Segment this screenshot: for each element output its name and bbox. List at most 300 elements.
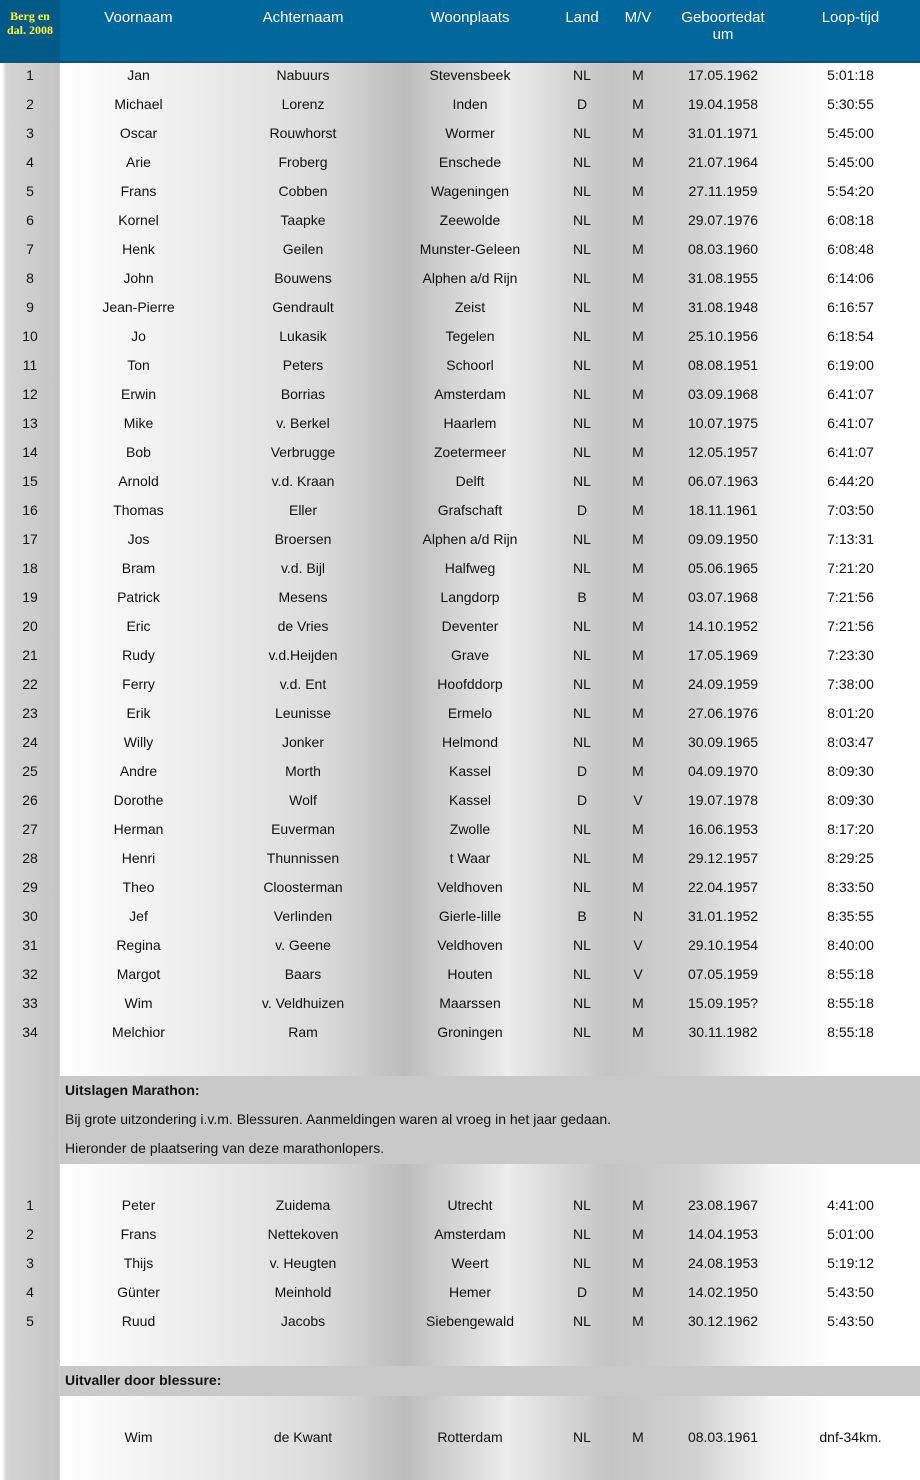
cell-geboortedatum: 21.07.1964: [687, 154, 759, 170]
cell-woonplaats: Zeist: [454, 299, 486, 315]
cell-geboortedatum: 08.03.1960: [687, 241, 759, 257]
cell-achternaam: de Kwant: [273, 1429, 333, 1445]
cell-achternaam: Lorenz: [281, 96, 325, 112]
cell-achternaam: v.d. Kraan: [271, 473, 335, 489]
cell-land: NL: [573, 444, 591, 460]
result-row: [0, 177, 920, 206]
result-row: [0, 757, 920, 786]
cell-voornaam: Rudy: [122, 647, 155, 663]
cell-achternaam: Wolf: [289, 792, 317, 808]
cell-land: D: [576, 502, 588, 518]
cell-voornaam: Arie: [126, 154, 151, 170]
cell-rank: 6: [26, 212, 34, 228]
cell-voornaam: Jean-Pierre: [102, 299, 175, 315]
cell-woonplaats: Weert: [451, 1255, 489, 1271]
cell-mv: M: [632, 183, 644, 199]
table-header: [0, 0, 920, 63]
cell-woonplaats: Siebengewald: [426, 1313, 514, 1329]
cell-voornaam: Willy: [123, 734, 154, 750]
cell-land: NL: [573, 125, 591, 141]
cell-rank: 17: [22, 531, 38, 547]
cell-land: NL: [573, 212, 591, 228]
cell-land: NL: [573, 299, 591, 315]
cell-achternaam: Jacobs: [280, 1313, 326, 1329]
marathon-note-2: Hieronder de plaatsering van deze marathonlopers.: [65, 1140, 385, 1156]
cell-mv: M: [632, 1226, 644, 1242]
cell-woonplaats: Munster-Geleen: [419, 241, 521, 257]
cell-woonplaats: Deventer: [441, 618, 499, 634]
cell-woonplaats: Veldhoven: [437, 879, 503, 895]
cell-rank: 28: [22, 850, 38, 866]
result-row: [0, 786, 920, 815]
cell-rank: 3: [26, 125, 34, 141]
cell-land: D: [576, 792, 588, 808]
cell-geboortedatum: 17.05.1962: [687, 67, 759, 83]
cell-geboortedatum: 18.11.1961: [688, 502, 758, 518]
cell-looptijd: 8:35:55: [827, 908, 874, 924]
cell-achternaam: Gendrault: [272, 299, 334, 315]
cell-mv: M: [632, 444, 644, 460]
result-row: [0, 148, 920, 177]
cell-looptijd: 7:21:56: [827, 618, 874, 634]
cell-woonplaats: Zoetermeer: [433, 444, 507, 460]
header-looptijd: Loop-tijd: [821, 9, 880, 26]
cell-looptijd: 5:19:12: [827, 1255, 874, 1271]
cell-voornaam: Bram: [121, 560, 156, 576]
cell-mv: M: [632, 560, 644, 576]
cell-rank: 33: [22, 995, 38, 1011]
cell-looptijd: 5:30:55: [827, 96, 874, 112]
cell-woonplaats: Rotterdam: [437, 1429, 503, 1445]
cell-looptijd: 5:43:50: [827, 1313, 874, 1329]
cell-geboortedatum: 19.07.1978: [687, 792, 759, 808]
cell-geboortedatum: 12.05.1957: [687, 444, 759, 460]
header-event-label: Berg en dal. 2008: [0, 0, 60, 61]
cell-rank: 7: [26, 241, 34, 257]
cell-rank: 34: [22, 1024, 38, 1040]
cell-voornaam: Michael: [114, 96, 163, 112]
marathon-row: [0, 1307, 920, 1336]
cell-looptijd: 8:29:25: [827, 850, 874, 866]
header-woonplaats: Woonplaats: [430, 9, 510, 26]
cell-woonplaats: Grafschaft: [437, 502, 503, 518]
cell-looptijd: 5:01:00: [827, 1226, 874, 1242]
cell-land: NL: [573, 241, 591, 257]
result-row: [0, 844, 920, 873]
cell-geboortedatum: 08.08.1951: [687, 357, 759, 373]
cell-achternaam: v. Geene: [275, 937, 331, 953]
cell-rank: 3: [26, 1255, 34, 1271]
cell-voornaam: Eric: [126, 618, 151, 634]
result-row: [0, 931, 920, 960]
cell-mv: N: [632, 908, 644, 924]
cell-looptijd: 8:17:20: [827, 821, 874, 837]
cell-land: NL: [573, 67, 591, 83]
cell-land: NL: [573, 1313, 591, 1329]
marathon-heading: Uitslagen Marathon:: [65, 1082, 200, 1098]
cell-rank: 4: [26, 1284, 34, 1300]
cell-voornaam: Theo: [122, 879, 155, 895]
cell-rank: 19: [22, 589, 38, 605]
cell-mv: M: [632, 705, 644, 721]
cell-mv: M: [632, 212, 644, 228]
cell-mv: M: [632, 154, 644, 170]
cell-geboortedatum: 06.07.1963: [687, 473, 759, 489]
cell-voornaam: Frans: [120, 183, 157, 199]
cell-voornaam: Ruud: [121, 1313, 156, 1329]
cell-achternaam: Bouwens: [274, 270, 332, 286]
dnf-heading: Uitvaller door blessure:: [65, 1372, 222, 1388]
cell-geboortedatum: 23.08.1967: [687, 1197, 759, 1213]
cell-rank: 18: [22, 560, 38, 576]
cell-looptijd: 5:01:18: [827, 67, 874, 83]
cell-mv: M: [632, 1284, 644, 1300]
result-row: [0, 902, 920, 931]
cell-land: NL: [573, 850, 591, 866]
cell-rank: 27: [22, 821, 38, 837]
cell-geboortedatum: 31.01.1971: [687, 125, 759, 141]
cell-mv: V: [633, 937, 643, 953]
cell-rank: 5: [26, 183, 34, 199]
cell-looptijd: 5:45:00: [827, 125, 874, 141]
cell-mv: M: [632, 386, 644, 402]
cell-mv: M: [632, 1024, 644, 1040]
marathon-note-1: Bij grote uitzondering i.v.m. Blessuren. Aanmeldingen waren al vroeg in het jaar gedaan.: [65, 1111, 612, 1127]
cell-woonplaats: Veldhoven: [437, 937, 503, 953]
cell-rank: 2: [26, 1226, 34, 1242]
cell-land: NL: [573, 1255, 591, 1271]
cell-geboortedatum: 22.04.1957: [687, 879, 759, 895]
result-row: [0, 235, 920, 264]
cell-voornaam: Ton: [127, 357, 150, 373]
cell-geboortedatum: 15.09.195?: [687, 995, 759, 1011]
cell-looptijd: 6:14:06: [827, 270, 874, 286]
cell-looptijd: 8:01:20: [827, 705, 874, 721]
cell-rank: 4: [26, 154, 34, 170]
result-row: [0, 554, 920, 583]
cell-geboortedatum: 30.11.1982: [688, 1024, 758, 1040]
cell-rank: 30: [22, 908, 38, 924]
cell-land: NL: [573, 270, 591, 286]
cell-looptijd: dnf-34km.: [819, 1429, 882, 1445]
cell-voornaam: Bob: [126, 444, 151, 460]
cell-voornaam: Henri: [121, 850, 156, 866]
cell-voornaam: Arnold: [118, 473, 159, 489]
cell-voornaam: Mike: [123, 415, 154, 431]
cell-land: NL: [573, 357, 591, 373]
marathon-row: [0, 1220, 920, 1249]
cell-looptijd: 5:43:50: [827, 1284, 874, 1300]
cell-achternaam: Broersen: [274, 531, 332, 547]
cell-mv: M: [632, 125, 644, 141]
cell-land: NL: [573, 821, 591, 837]
cell-geboortedatum: 09.09.1950: [687, 531, 759, 547]
cell-land: D: [576, 96, 588, 112]
result-row: [0, 293, 920, 322]
cell-woonplaats: Amsterdam: [434, 386, 506, 402]
cell-woonplaats: Enschede: [438, 154, 502, 170]
cell-achternaam: Froberg: [278, 154, 328, 170]
cell-woonplaats: Stevensbeek: [429, 67, 511, 83]
cell-geboortedatum: 30.12.1962: [687, 1313, 759, 1329]
cell-looptijd: 7:23:30: [827, 647, 874, 663]
marathon-row: [0, 1278, 920, 1307]
result-row: [0, 119, 920, 148]
cell-geboortedatum: 25.10.1956: [687, 328, 759, 344]
result-row: [0, 699, 920, 728]
result-row: [0, 351, 920, 380]
cell-woonplaats: Schoorl: [446, 357, 494, 373]
cell-voornaam: Herman: [113, 821, 164, 837]
cell-rank: 24: [22, 734, 38, 750]
cell-land: NL: [573, 879, 591, 895]
cell-geboortedatum: 14.04.1953: [687, 1226, 759, 1242]
cell-rank: 11: [22, 357, 38, 373]
cell-land: NL: [573, 676, 591, 692]
cell-mv: M: [632, 879, 644, 895]
result-row: [0, 61, 920, 90]
cell-mv: M: [632, 67, 644, 83]
cell-mv: M: [632, 850, 644, 866]
cell-land: NL: [573, 183, 591, 199]
cell-achternaam: Verbrugge: [270, 444, 336, 460]
cell-rank: 12: [22, 386, 38, 402]
cell-looptijd: 6:18:54: [827, 328, 874, 344]
cell-voornaam: Melchior: [112, 1024, 165, 1040]
cell-rank: 29: [22, 879, 38, 895]
cell-voornaam: Thomas: [113, 502, 164, 518]
cell-woonplaats: Alphen a/d Rijn: [422, 270, 518, 286]
cell-achternaam: Leunisse: [274, 705, 332, 721]
cell-land: NL: [573, 734, 591, 750]
cell-mv: M: [632, 270, 644, 286]
cell-mv: M: [632, 415, 644, 431]
cell-voornaam: Jan: [127, 67, 150, 83]
cell-achternaam: Cobben: [278, 183, 328, 199]
cell-mv: M: [632, 995, 644, 1011]
result-row: [0, 264, 920, 293]
cell-looptijd: 6:41:07: [827, 386, 874, 402]
cell-looptijd: 8:55:18: [827, 966, 874, 982]
result-row: [0, 409, 920, 438]
cell-looptijd: 7:21:20: [827, 560, 874, 576]
cell-woonplaats: Haarlem: [443, 415, 497, 431]
cell-rank: 1: [26, 1197, 34, 1213]
cell-rank: 1: [26, 67, 34, 83]
cell-voornaam: Dorothe: [113, 792, 164, 808]
cell-voornaam: Frans: [120, 1226, 157, 1242]
header-achternaam: Achternaam: [262, 9, 344, 26]
cell-looptijd: 7:21:56: [827, 589, 874, 605]
result-row: [0, 1018, 920, 1047]
cell-achternaam: Baars: [284, 966, 322, 982]
cell-rank: 23: [22, 705, 38, 721]
cell-geboortedatum: 27.06.1976: [687, 705, 759, 721]
result-row: [0, 815, 920, 844]
cell-achternaam: v. Berkel: [276, 415, 330, 431]
cell-woonplaats: Helmond: [441, 734, 499, 750]
cell-geboortedatum: 29.10.1954: [687, 937, 759, 953]
cell-rank: 5: [26, 1313, 34, 1329]
cell-mv: M: [632, 299, 644, 315]
cell-woonplaats: Gierle-lille: [438, 908, 502, 924]
cell-woonplaats: Tegelen: [445, 328, 495, 344]
cell-looptijd: 7:03:50: [827, 502, 874, 518]
cell-rank: 22: [22, 676, 38, 692]
cell-geboortedatum: 03.07.1968: [687, 589, 759, 605]
cell-looptijd: 6:19:00: [827, 357, 874, 373]
cell-voornaam: Wim: [124, 995, 153, 1011]
cell-mv: M: [632, 618, 644, 634]
cell-land: NL: [573, 937, 591, 953]
result-row: [0, 496, 920, 525]
cell-land: B: [577, 589, 587, 605]
cell-voornaam: Erwin: [120, 386, 156, 402]
cell-achternaam: Thunnissen: [266, 850, 340, 866]
cell-voornaam: Jos: [127, 531, 150, 547]
cell-achternaam: Taapke: [280, 212, 326, 228]
cell-voornaam: Thijs: [123, 1255, 154, 1271]
cell-rank: 10: [22, 328, 38, 344]
cell-woonplaats: Kassel: [448, 792, 492, 808]
cell-achternaam: Nabuurs: [276, 67, 330, 83]
cell-achternaam: Lukasik: [279, 328, 327, 344]
cell-mv: M: [632, 647, 644, 663]
header-mv: M/V: [624, 9, 652, 26]
cell-achternaam: Rouwhorst: [269, 125, 337, 141]
cell-mv: M: [632, 1255, 644, 1271]
header-geboortedatum: Geboortedat um: [681, 9, 765, 43]
cell-woonplaats: Grave: [450, 647, 490, 663]
cell-mv: V: [633, 792, 643, 808]
cell-achternaam: Meinhold: [274, 1284, 332, 1300]
cell-geboortedatum: 30.09.1965: [687, 734, 759, 750]
cell-voornaam: Peter: [121, 1197, 156, 1213]
cell-land: NL: [573, 531, 591, 547]
cell-voornaam: Oscar: [119, 125, 158, 141]
cell-woonplaats: Delft: [455, 473, 485, 489]
cell-achternaam: v.d.Heijden: [268, 647, 338, 663]
cell-achternaam: Geilen: [282, 241, 324, 257]
result-row: [0, 322, 920, 351]
cell-mv: M: [632, 96, 644, 112]
result-row: [0, 641, 920, 670]
cell-looptijd: 6:41:07: [827, 415, 874, 431]
cell-looptijd: 8:09:30: [827, 792, 874, 808]
result-row: [0, 583, 920, 612]
cell-land: NL: [573, 1024, 591, 1040]
cell-rank: 26: [22, 792, 38, 808]
result-row: [0, 670, 920, 699]
cell-looptijd: 5:54:20: [827, 183, 874, 199]
cell-geboortedatum: 27.11.1959: [688, 183, 758, 199]
cell-geboortedatum: 04.09.1970: [687, 763, 759, 779]
cell-mv: M: [632, 734, 644, 750]
cell-land: D: [576, 763, 588, 779]
cell-achternaam: Borrias: [280, 386, 326, 402]
cell-achternaam: v.d. Ent: [279, 676, 327, 692]
result-row: [0, 206, 920, 235]
cell-achternaam: Cloosterman: [263, 879, 343, 895]
cell-achternaam: Nettekoven: [267, 1226, 339, 1242]
cell-mv: M: [632, 589, 644, 605]
cell-land: NL: [573, 415, 591, 431]
cell-woonplaats: Langdorp: [440, 589, 500, 605]
result-row: [0, 989, 920, 1018]
cell-geboortedatum: 10.07.1975: [687, 415, 759, 431]
result-row: [0, 960, 920, 989]
cell-mv: M: [632, 241, 644, 257]
cell-geboortedatum: 07.05.1959: [687, 966, 759, 982]
cell-mv: M: [632, 1197, 644, 1213]
cell-woonplaats: Groningen: [437, 1024, 503, 1040]
cell-voornaam: Jef: [129, 908, 148, 924]
result-row: [0, 728, 920, 757]
cell-rank: 31: [22, 937, 38, 953]
cell-achternaam: Verlinden: [273, 908, 333, 924]
cell-voornaam: Margot: [116, 966, 161, 982]
result-row: [0, 380, 920, 409]
marathon-row: [0, 1191, 920, 1220]
cell-land: NL: [573, 328, 591, 344]
cell-looptijd: 8:03:47: [827, 734, 874, 750]
cell-rank: 14: [22, 444, 38, 460]
cell-geboortedatum: 29.12.1957: [687, 850, 759, 866]
cell-achternaam: Euverman: [271, 821, 335, 837]
result-row: [0, 873, 920, 902]
cell-mv: M: [632, 1429, 644, 1445]
cell-rank: 20: [22, 618, 38, 634]
cell-woonplaats: Amsterdam: [434, 1226, 506, 1242]
cell-geboortedatum: 19.04.1958: [687, 96, 759, 112]
cell-land: NL: [573, 386, 591, 402]
cell-woonplaats: Ermelo: [447, 705, 493, 721]
cell-mv: M: [632, 473, 644, 489]
result-row: [0, 612, 920, 641]
cell-rank: 32: [22, 966, 38, 982]
cell-rank: 25: [22, 763, 38, 779]
cell-geboortedatum: 24.09.1959: [687, 676, 759, 692]
result-row: [0, 438, 920, 467]
cell-mv: M: [632, 821, 644, 837]
cell-land: B: [577, 908, 587, 924]
header-land: Land: [565, 9, 599, 26]
cell-achternaam: Zuidema: [275, 1197, 331, 1213]
cell-geboortedatum: 14.10.1952: [687, 618, 759, 634]
cell-voornaam: Günter: [117, 1284, 160, 1300]
cell-land: NL: [573, 560, 591, 576]
cell-land: NL: [573, 618, 591, 634]
cell-looptijd: 7:38:00: [827, 676, 874, 692]
cell-land: NL: [573, 1226, 591, 1242]
cell-woonplaats: Utrecht: [447, 1197, 493, 1213]
header-voornaam: Voornaam: [104, 9, 173, 26]
cell-woonplaats: Houten: [447, 966, 493, 982]
cell-looptijd: 4:41:00: [827, 1197, 874, 1213]
cell-mv: M: [632, 328, 644, 344]
cell-voornaam: Ferry: [122, 676, 155, 692]
cell-looptijd: 8:40:00: [827, 937, 874, 953]
cell-achternaam: Ram: [288, 1024, 318, 1040]
cell-mv: M: [632, 763, 644, 779]
cell-looptijd: 6:08:18: [827, 212, 874, 228]
cell-geboortedatum: 31.01.1952: [687, 908, 759, 924]
cell-geboortedatum: 03.09.1968: [687, 386, 759, 402]
cell-voornaam: Patrick: [117, 589, 160, 605]
cell-geboortedatum: 05.06.1965: [687, 560, 759, 576]
cell-looptijd: 6:41:07: [827, 444, 874, 460]
cell-geboortedatum: 08.03.1961: [687, 1429, 759, 1445]
